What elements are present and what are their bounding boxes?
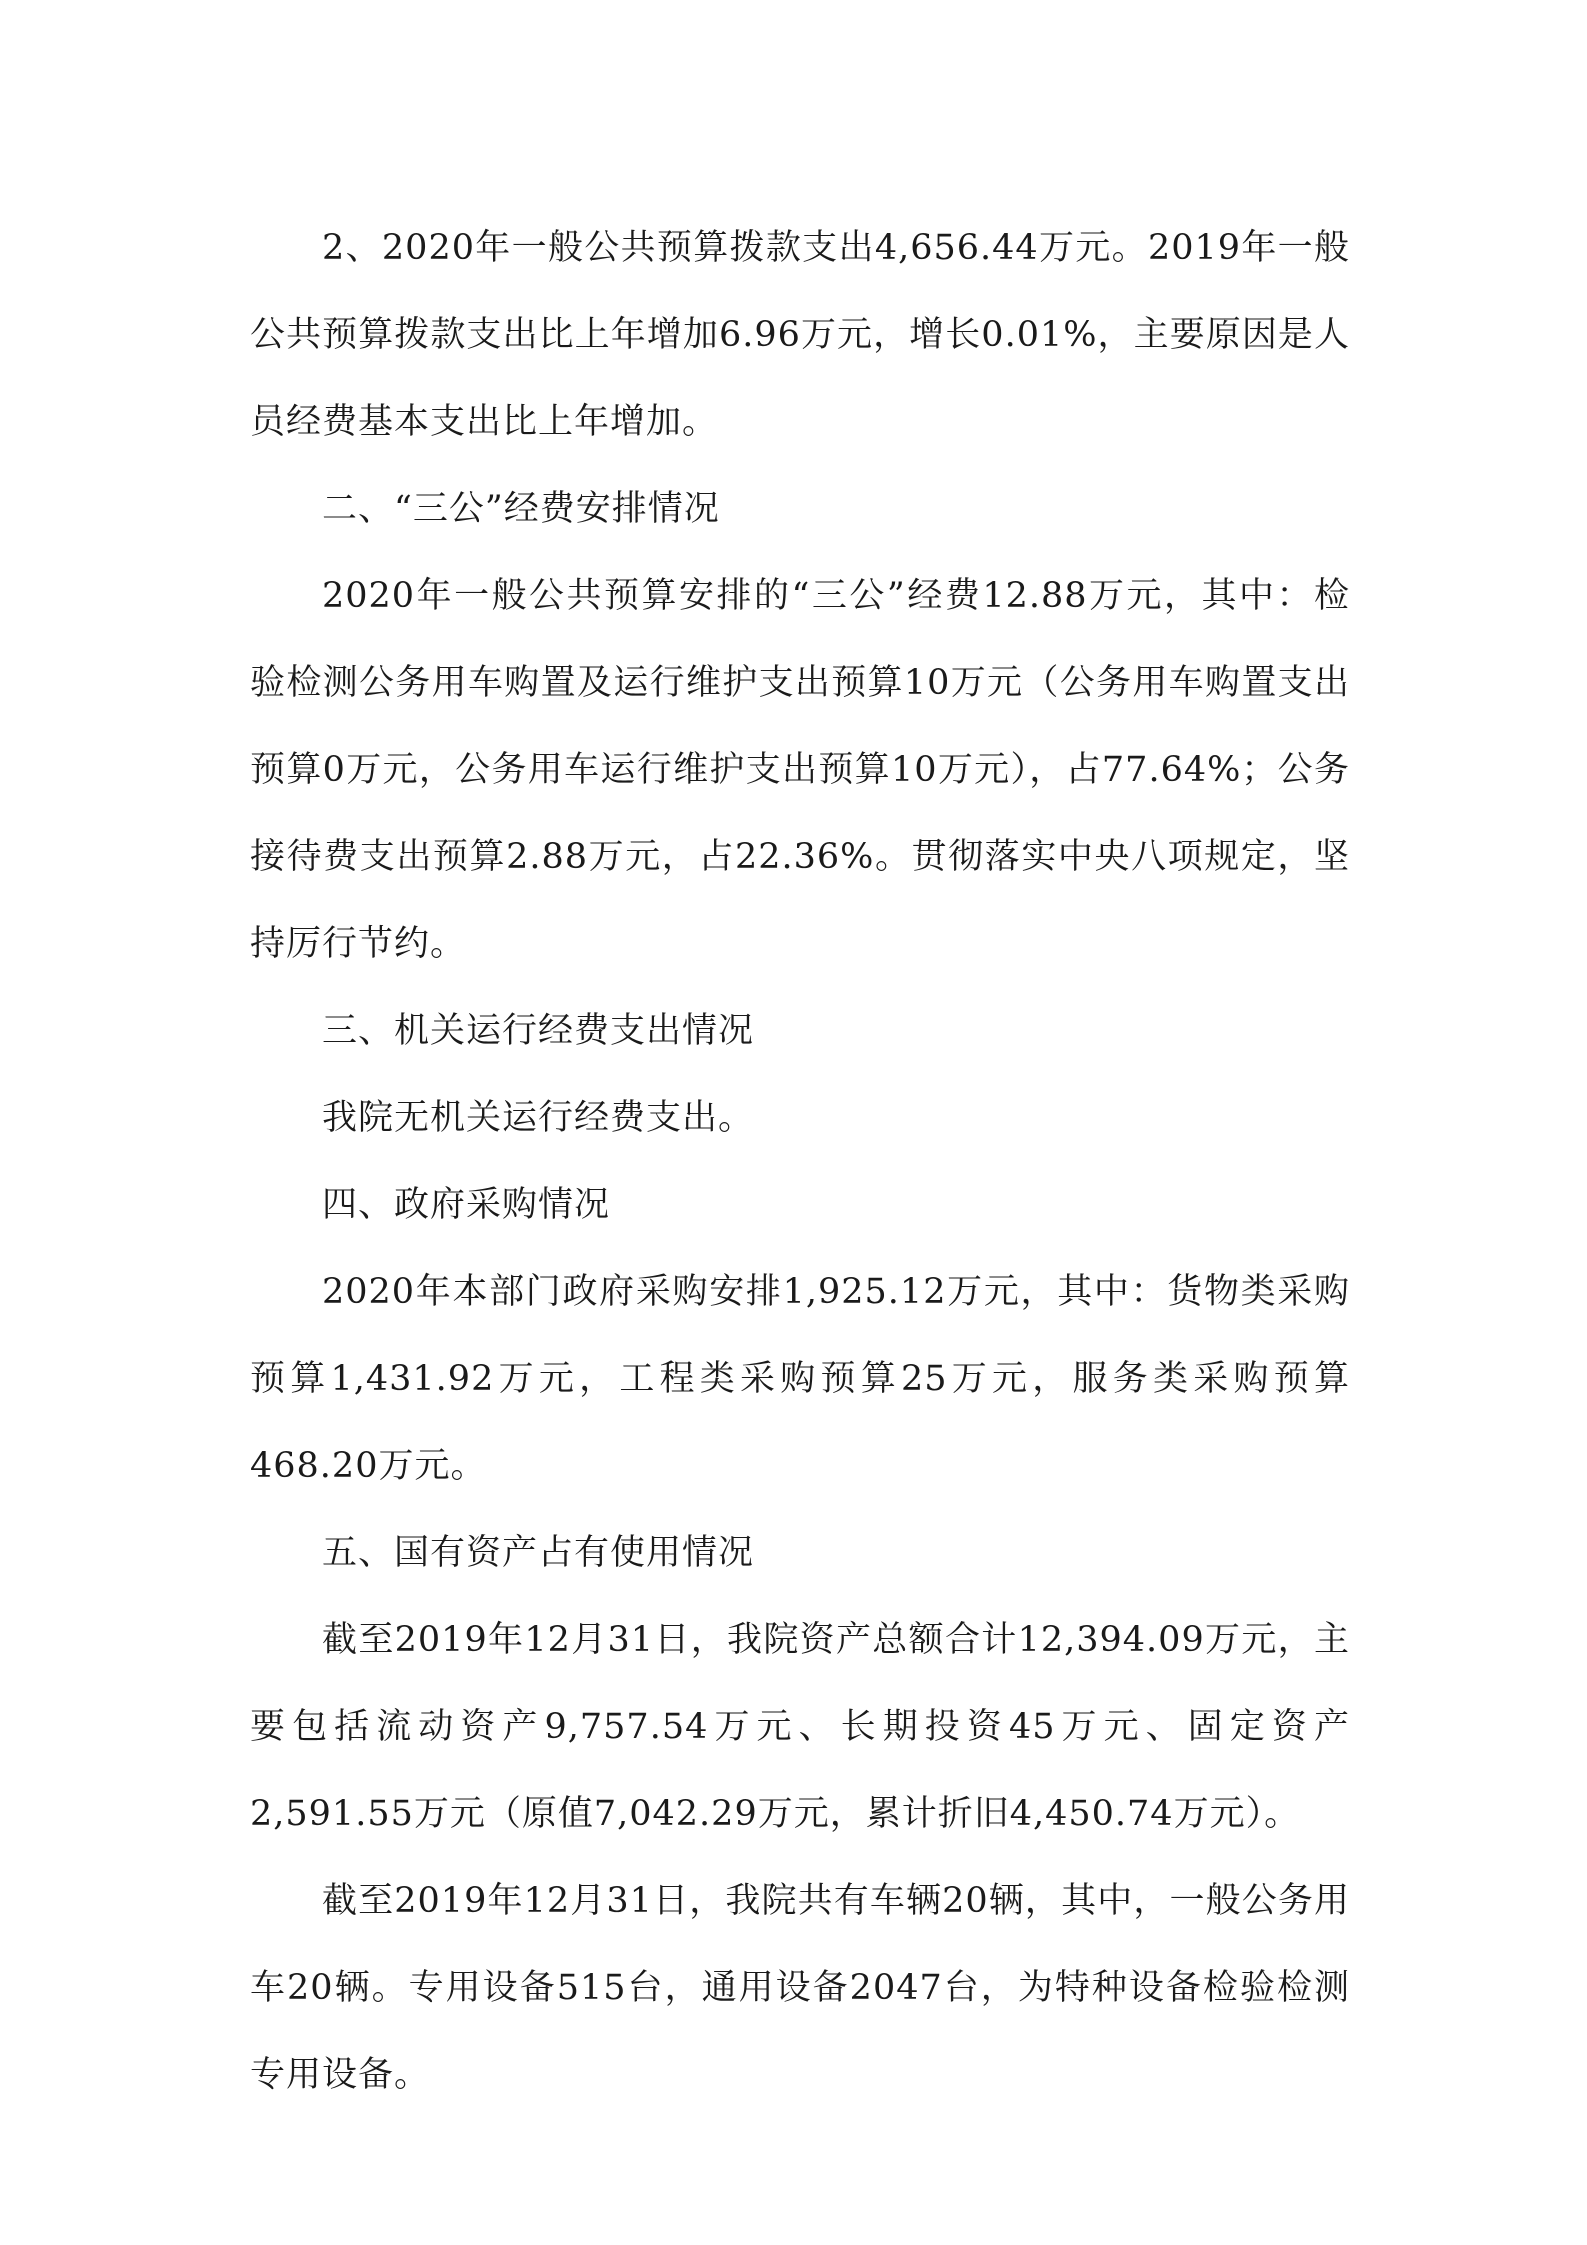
section-heading-three-public-funds: 二、“三公”经费安排情况: [322, 489, 720, 529]
paragraph-procurement: 2020年本部门政府采购安排1,925.12万元，其中：货物类采购预算1,431.92万元，工程类采购预算25万元，服务类采购预算468.20万元。: [250, 1272, 1350, 1486]
section-heading-state-assets: 五、国有资产占有使用情况: [322, 1533, 755, 1573]
paragraph-vehicles-equipment: 截至2019年12月31日，我院共有车辆20辆，其中，一般公务用车20辆。专用设备515台，通用设备2047台，为特种设备检验检测专用设备。: [250, 1881, 1350, 2095]
section-heading-procurement: 四、政府采购情况: [322, 1185, 611, 1225]
paragraph-total-assets: 截至2019年12月31日，我院资产总额合计12,394.09万元，主要包括流动资产9,757.54万元、长期投资45万元、固定资产2,591.55万元（原值7,042.29万元，累计折旧4,450.74万元）。: [250, 1620, 1350, 1834]
section-heading-operating-expenses: 三、机关运行经费支出情况: [322, 1011, 755, 1051]
document-body: [250, 205, 1350, 2119]
paragraph-operating-expenses: 我院无机关运行经费支出。: [322, 1098, 755, 1138]
paragraph-three-public-funds: 2020年一般公共预算安排的“三公”经费12.88万元，其中：检验检测公务用车购置及运行维护支出预算10万元（公务用车购置支出预算0万元，公务用车运行维护支出预算10万元），占77.64%；公务接待费支出预算2.88万元，占22.36%。贯彻落实中央八项规定，坚持厉行节约。: [250, 576, 1350, 964]
paragraph-budget-allocation: 2、2020年一般公共预算拨款支出4,656.44万元。2019年一般公共预算拨款支出比上年增加6.96万元，增长0.01%，主要原因是人员经费基本支出比上年增加。: [250, 228, 1350, 442]
